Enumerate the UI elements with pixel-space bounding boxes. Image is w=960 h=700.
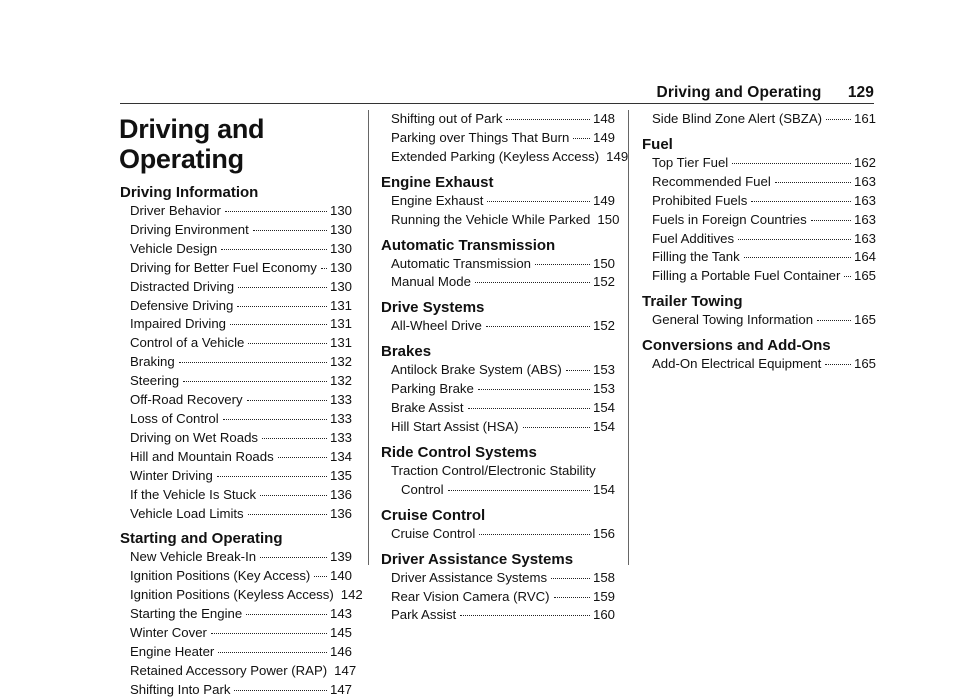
header-rule (120, 103, 874, 104)
toc-entry[interactable] (642, 173, 876, 192)
leader-dots (230, 324, 327, 325)
leader-dots (460, 615, 590, 616)
toc-entry-label: Retained Accessory Power (RAP) (130, 662, 328, 678)
leader-dots (732, 163, 851, 164)
toc-entry-page: 150 (597, 211, 620, 227)
toc-entry[interactable] (120, 353, 352, 372)
toc-entry-page: 165 (853, 268, 876, 284)
toc-entry-page: 143 (329, 606, 352, 622)
page-number: 129 (847, 84, 874, 101)
toc-entry-page: 159 (592, 588, 615, 604)
toc-entry-page: 133 (329, 429, 352, 445)
leader-dots (479, 534, 590, 535)
toc-entry-label: Antilock Brake System (ABS) (391, 362, 562, 378)
toc-entry-label: Hill Start Assist (HSA) (391, 418, 519, 434)
toc-entry-page: 130 (329, 259, 352, 275)
toc-entry[interactable] (381, 418, 615, 437)
leader-dots (775, 182, 851, 183)
leader-dots (218, 652, 327, 653)
toc-entry[interactable] (120, 372, 352, 391)
toc-entry[interactable] (381, 110, 615, 129)
toc-entry[interactable] (642, 267, 876, 286)
toc-entry[interactable] (120, 391, 352, 410)
toc-entry[interactable] (120, 240, 352, 259)
toc-entry-label: Ignition Positions (Key Access) (130, 568, 311, 584)
leader-dots (262, 438, 327, 439)
toc-entry-label: Rear Vision Camera (RVC) (391, 588, 550, 604)
toc-entry-page: 163 (853, 211, 876, 227)
toc-entry[interactable] (381, 380, 615, 399)
leader-dots (535, 264, 590, 265)
leader-dots (260, 557, 327, 558)
leader-dots (817, 320, 851, 321)
toc-entry-page: 134 (329, 448, 352, 464)
leader-dots (225, 211, 327, 212)
section-heading: Drive Systems (381, 299, 485, 317)
toc-entry-page: 161 (853, 111, 876, 126)
toc-entry[interactable] (642, 211, 876, 230)
toc-entry-label: Filling the Tank (652, 249, 740, 265)
leader-dots (246, 614, 327, 615)
toc-column-2 (381, 110, 629, 625)
section-heading: Automatic Transmission (381, 236, 556, 254)
toc-entry-page: 131 (329, 316, 352, 332)
toc-entry-page: 163 (853, 192, 876, 208)
toc-entry-label: Winter Cover (130, 625, 207, 641)
toc-entry-page: 152 (592, 274, 615, 290)
toc-entry[interactable] (642, 248, 876, 267)
toc-entry[interactable] (120, 278, 352, 297)
toc-entry-label: Recommended Fuel (652, 173, 771, 189)
toc-entry-page: 150 (592, 255, 615, 271)
toc-entry-page: 149 (592, 129, 615, 145)
leader-dots (844, 276, 851, 277)
toc-entry-label: Traction Control/Electronic Stability (391, 462, 596, 478)
toc-entry[interactable] (120, 586, 363, 605)
toc-entry-page: 140 (329, 568, 352, 584)
leader-dots (475, 282, 590, 283)
toc-entry-label: Shifting Into Park (130, 681, 231, 697)
toc-entry[interactable] (120, 315, 352, 334)
toc-entry-page: 130 (329, 240, 352, 256)
toc-entry-page: 149 (606, 148, 629, 164)
toc-entry[interactable] (120, 624, 352, 643)
leader-dots (738, 239, 851, 240)
toc-entry-label: Vehicle Design (130, 240, 218, 256)
toc-entry-label: Add-On Electrical Equipment (652, 356, 822, 372)
toc-entry-page: 133 (329, 410, 352, 426)
toc-entry[interactable] (120, 486, 352, 505)
leader-dots (523, 427, 590, 428)
leader-dots (221, 249, 327, 250)
leader-dots (223, 419, 327, 420)
toc-entry-label: Loss of Control (130, 410, 219, 426)
toc-entry-page: 133 (329, 392, 352, 408)
toc-entry[interactable] (381, 255, 615, 274)
toc-entry[interactable] (120, 467, 352, 486)
toc-entry[interactable] (381, 525, 615, 544)
leader-dots (551, 578, 590, 579)
toc-entry-label: Manual Mode (391, 274, 471, 290)
leader-dots (237, 306, 327, 307)
toc-entry-label: Driver Behavior (130, 203, 221, 218)
toc-entry-page: 160 (592, 607, 615, 623)
toc-entry-label: Brake Assist (391, 400, 464, 416)
toc-entry[interactable] (120, 681, 352, 700)
section-heading: Cruise Control (381, 506, 486, 524)
chapter-title: Driving and Operating (119, 114, 265, 174)
toc-entry-page: 162 (853, 154, 876, 170)
leader-dots (468, 408, 590, 409)
toc-entry-page: 154 (592, 400, 615, 416)
toc-entry-page: 149 (592, 192, 615, 208)
toc-entry-label: Winter Driving (130, 467, 213, 483)
toc-entry[interactable] (120, 548, 352, 567)
column-divider-1 (368, 110, 369, 565)
toc-entry[interactable] (381, 361, 615, 380)
leader-dots (248, 514, 327, 515)
toc-entry-label: Engine Exhaust (391, 192, 484, 208)
leader-dots (253, 230, 327, 231)
column-divider-2 (628, 110, 629, 565)
section-heading: Engine Exhaust (381, 173, 494, 191)
toc-entry[interactable] (120, 202, 352, 221)
toc-entry[interactable] (120, 410, 352, 429)
toc-entry-page: 130 (329, 278, 352, 294)
toc-entry[interactable] (120, 221, 352, 240)
section-heading: Fuel (642, 135, 673, 153)
toc-entry-page: 152 (592, 318, 615, 334)
toc-entry-label: General Towing Information (652, 312, 814, 328)
leader-dots (566, 370, 590, 371)
section-heading: Brakes (381, 343, 432, 361)
toc-entry-label: Automatic Transmission (391, 255, 531, 271)
toc-entry[interactable] (120, 334, 352, 353)
toc-entry-label: Driving for Better Fuel Economy (130, 259, 317, 275)
toc-entry-page: 146 (329, 643, 352, 659)
leader-dots (183, 381, 327, 382)
toc-entry-label: Braking (130, 354, 175, 370)
section-heading: Starting and Operating (120, 530, 283, 548)
leader-dots (247, 400, 327, 401)
toc-entry-label: Cruise Control (391, 525, 476, 541)
toc-entry[interactable] (381, 129, 615, 148)
leader-dots (217, 476, 327, 477)
section-heading: Conversions and Add-Ons (642, 337, 831, 355)
running-header (657, 84, 874, 102)
toc-entry-label: Prohibited Fuels (652, 192, 748, 208)
leader-dots (321, 268, 327, 269)
toc-entry-label: Steering (130, 373, 180, 389)
section-heading: Ride Control Systems (381, 443, 537, 461)
toc-entry[interactable] (120, 297, 352, 316)
leader-dots (826, 119, 851, 120)
section-heading: Driver Assistance Systems (381, 550, 574, 568)
toc-entry[interactable] (381, 588, 615, 607)
toc-entry[interactable] (120, 505, 352, 524)
leader-dots (554, 597, 590, 598)
leader-dots (825, 364, 851, 365)
toc-entry-page: 164 (853, 249, 876, 265)
leader-dots (314, 576, 327, 577)
toc-entry-page: 145 (329, 625, 352, 641)
toc-entry-label: Park Assist (391, 607, 457, 623)
toc-entry[interactable] (120, 605, 352, 624)
leader-dots (260, 495, 327, 496)
leader-dots (278, 457, 327, 458)
toc-entry[interactable] (120, 643, 352, 662)
toc-entry-label: Driver Assistance Systems (391, 569, 548, 585)
toc-entry-label: Parking Brake (391, 381, 474, 397)
leader-dots (486, 326, 590, 327)
toc-entry-page: 132 (329, 373, 352, 389)
toc-entry-page: 131 (329, 335, 352, 351)
leader-dots (211, 633, 327, 634)
toc-entry-label: Ignition Positions (Keyless Access) (130, 587, 334, 603)
toc-entry[interactable] (642, 154, 876, 173)
toc-entry[interactable] (120, 429, 352, 448)
toc-entry[interactable] (120, 448, 352, 467)
leader-dots (573, 138, 590, 139)
toc-entry-page: 148 (592, 111, 615, 126)
toc-entry-page: 163 (853, 173, 876, 189)
toc-entry-page: 156 (592, 525, 615, 541)
leader-dots (751, 201, 851, 202)
toc-entry-page: 154 (592, 418, 615, 434)
toc-entry-label: All-Wheel Drive (391, 318, 482, 334)
toc-entry-page: 163 (853, 230, 876, 246)
leader-dots (506, 119, 590, 120)
toc-entry[interactable] (642, 311, 876, 330)
toc-entry-label: Running the Vehicle While Parked (391, 211, 591, 227)
toc-entry-page: 139 (329, 549, 352, 565)
section-heading: Driving Information (120, 184, 259, 201)
toc-entry-page: 130 (329, 203, 352, 218)
toc-entry-label: Off-Road Recovery (130, 392, 243, 408)
toc-entry-page: 165 (853, 312, 876, 328)
toc-entry-label: Shifting out of Park (391, 111, 503, 126)
toc-entry-page: 142 (340, 587, 363, 603)
toc-entry-label: Hill and Mountain Roads (130, 448, 274, 464)
toc-entry-label-continued: Control (401, 481, 444, 497)
toc-entry-page: 130 (329, 221, 352, 237)
toc-entry-page: 136 (329, 486, 352, 502)
leader-dots (238, 287, 327, 288)
toc-entry-label: New Vehicle Break-In (130, 549, 257, 565)
toc-entry[interactable] (642, 355, 876, 374)
toc-entry[interactable] (381, 462, 615, 500)
toc-entry-page: 147 (334, 662, 357, 678)
toc-entry[interactable] (381, 211, 620, 230)
toc-entry-page: 154 (592, 481, 615, 497)
toc-entry[interactable] (642, 230, 876, 249)
leader-dots (448, 490, 590, 491)
toc-entry-page: 136 (329, 505, 352, 521)
toc-entry[interactable] (381, 192, 615, 211)
toc-entry-page: 132 (329, 354, 352, 370)
toc-entry-label: Fuels in Foreign Countries (652, 211, 807, 227)
toc-entry-label: Impaired Driving (130, 316, 227, 332)
leader-dots (478, 389, 590, 390)
toc-entry-page: 153 (592, 362, 615, 378)
toc-entry-page: 135 (329, 467, 352, 483)
leader-dots (487, 201, 590, 202)
toc-entry[interactable] (642, 192, 876, 211)
toc-entry[interactable] (642, 110, 876, 129)
toc-entry-label: Top Tier Fuel (652, 154, 729, 170)
toc-entry[interactable] (381, 606, 615, 625)
toc-entry-label: Vehicle Load Limits (130, 505, 244, 521)
toc-entry[interactable] (381, 317, 615, 336)
toc-entry-label: Parking over Things That Burn (391, 129, 570, 145)
leader-dots (744, 257, 851, 258)
toc-entry-label: Driving on Wet Roads (130, 429, 259, 445)
toc-entry-page: 158 (592, 569, 615, 585)
leader-dots (248, 343, 327, 344)
toc-entry-page: 147 (329, 681, 352, 697)
toc-entry-label: Side Blind Zone Alert (SBZA) (652, 111, 823, 126)
section-heading: Trailer Towing (642, 293, 743, 311)
toc-entry-label: Fuel Additives (652, 230, 735, 246)
toc-entry-page: 131 (329, 297, 352, 313)
toc-entry-label: Engine Heater (130, 643, 215, 659)
toc-entry-label: Defensive Driving (130, 297, 234, 313)
leader-dots (234, 690, 327, 691)
toc-entry-label: Distracted Driving (130, 278, 235, 294)
toc-entry[interactable] (120, 567, 352, 586)
toc-entry-label: Extended Parking (Keyless Access) (391, 148, 600, 164)
toc-entry-label: Filling a Portable Fuel Container (652, 268, 841, 284)
toc-entry-label: Starting the Engine (130, 606, 243, 622)
toc-entry-page: 165 (853, 356, 876, 372)
leader-dots (811, 220, 851, 221)
toc-entry[interactable] (381, 569, 615, 588)
toc-entry-page: 153 (592, 381, 615, 397)
leader-dots (179, 362, 327, 363)
toc-entry-label: Control of a Vehicle (130, 335, 245, 351)
toc-entry[interactable] (381, 273, 615, 292)
toc-entry[interactable] (381, 148, 629, 167)
toc-entry[interactable] (120, 259, 352, 278)
running-header-title: Driving and Operating (656, 84, 822, 101)
toc-column-3 (642, 110, 876, 374)
toc-entry[interactable] (381, 399, 615, 418)
toc-entry-label: Driving Environment (130, 221, 249, 237)
toc-entry-label: If the Vehicle Is Stuck (130, 486, 257, 502)
toc-column-1 (119, 110, 363, 700)
